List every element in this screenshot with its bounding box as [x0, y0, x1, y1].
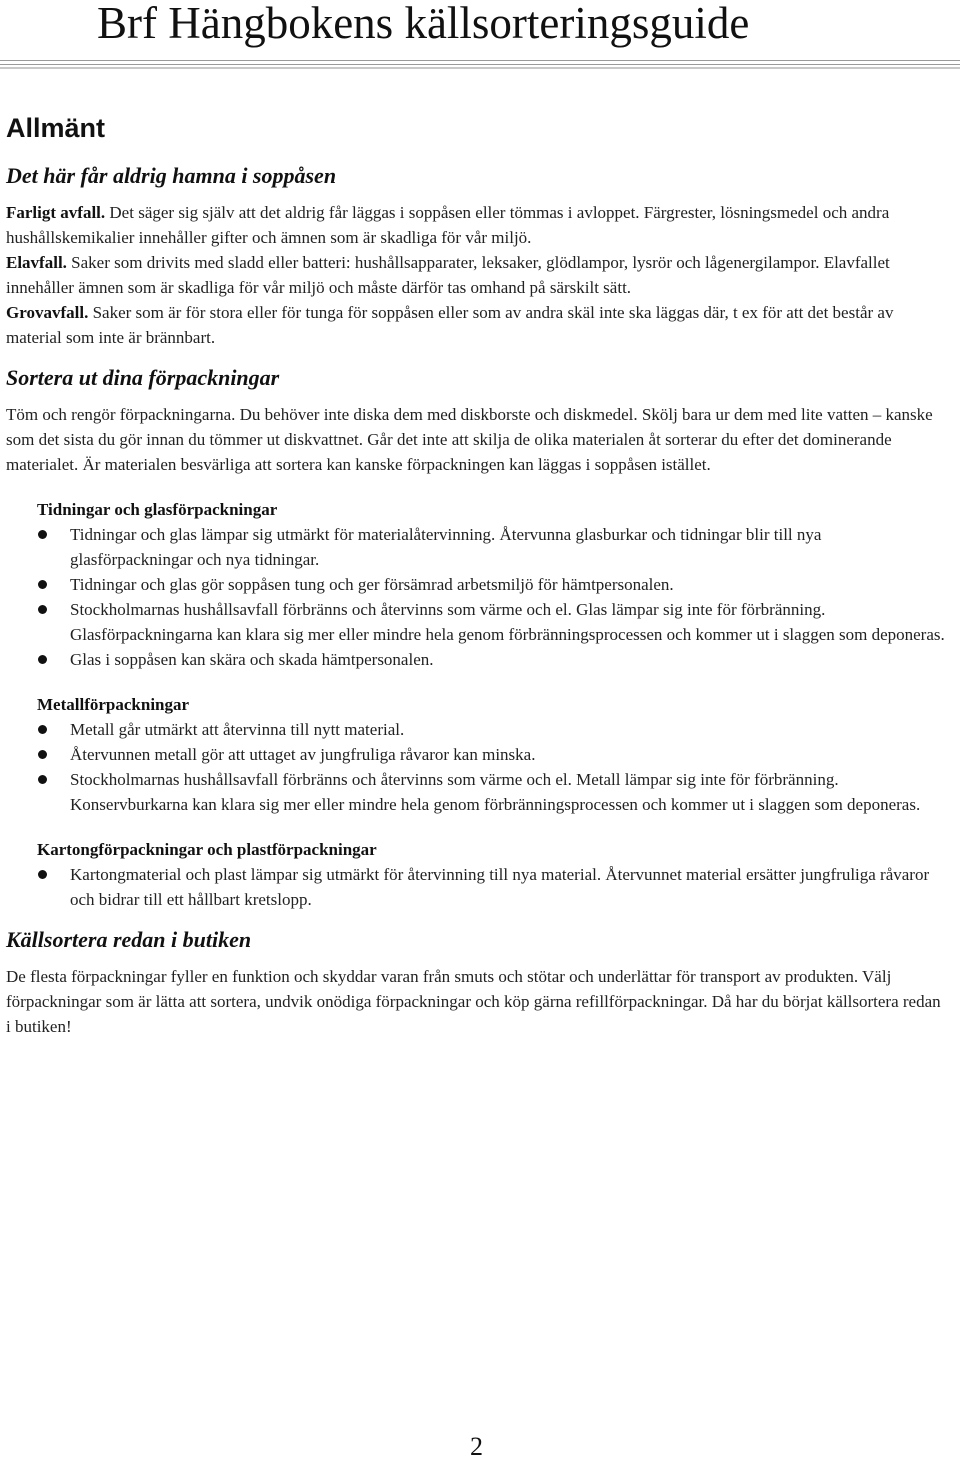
- text-bulky-waste: Saker som är för stora eller för tunga för soppåsen eller som av andra skäl inte ska läggas där, t ex för att det består av material som inte är brännbart.: [6, 303, 894, 347]
- paragraph-hazardous-waste: [6, 200, 946, 250]
- section-heading-sort-packaging: Sortera ut dina förpackningar: [6, 365, 280, 390]
- paragraph-electrical-waste: [6, 250, 946, 300]
- paragraph-bulky-waste: [6, 300, 946, 350]
- bullet-icon: [38, 655, 47, 664]
- text-electrical-waste: Saker som drivits med sladd eller batteri: hushållsapparater, leksaker, glödlampor, lysrör och lågenergilampor. Elavfallet innehåller ämnen som är skadliga för vår miljö och måste därför tas omhand på särskilt sätt.: [6, 253, 890, 297]
- bullet-icon: [38, 750, 47, 759]
- document-body: [6, 108, 946, 1039]
- list-item: [6, 597, 946, 647]
- list-carton-plastic: [6, 862, 946, 912]
- section-heading-general: Allmänt: [6, 113, 106, 143]
- group-title-metal: Metallförpackningar: [37, 695, 190, 714]
- group-title-carton-plastic: Kartongförpackningar och plastförpackningar: [37, 840, 377, 859]
- bullet-icon: [38, 870, 47, 879]
- group-title-newspapers-glass: Tidningar och glasförpackningar: [37, 500, 278, 519]
- paragraph-sort-in-store: De flesta förpackningar fyller en funktion och skyddar varan från smuts och stötar och underlättar för transport av produkten. Välj förpackningar som är lätta att sortera, undvik onödiga förpackningar och köp gärna refillförpackningar. Då har du börjat källsortera redan i butiken!: [6, 967, 941, 1036]
- text-hazardous-waste: Det säger sig själv att det aldrig får läggas i soppåsen eller tömmas i avloppet. Färgrester, lösningsmedel och andra hushållskemikalier innehåller gifter och ämnen som är skadliga för vår miljö.: [6, 203, 890, 247]
- bullet-icon: [38, 605, 47, 614]
- title-rule-secondary: [0, 67, 960, 69]
- bullet-icon: [38, 580, 47, 589]
- list-item-text: Stockholmarnas hushållsavfall förbränns och återvinns som värme och el. Metall lämpar sig inte för förbränning. Konservburkarna kan klara sig mer eller mindre hela genom förbränningsprocessen och kommer ut i slaggen som deponeras.: [70, 770, 921, 814]
- title-rule: [0, 60, 960, 65]
- page-number: 2: [470, 1432, 483, 1461]
- list-item: [6, 522, 946, 572]
- list-newspapers-glass: [6, 522, 946, 672]
- list-item: [6, 767, 946, 817]
- list-item: [6, 862, 946, 912]
- section-heading-sort-in-store: Källsortera redan i butiken: [6, 927, 252, 952]
- list-item: [6, 572, 946, 597]
- list-item-text: Metall går utmärkt att återvinna till nytt material.: [70, 720, 405, 739]
- list-item-text: Kartongmaterial och plast lämpar sig utmärkt för återvinning till nya material. Återvunnet material ersätter jungfruliga råvaror och bidrar till ett hållbart kretslopp.: [70, 865, 930, 909]
- list-item-text: Tidningar och glas lämpar sig utmärkt för materialåtervinning. Återvunna glasburkar och tidningar blir till nya glasförpackningar och nya tidningar.: [70, 525, 822, 569]
- term-electrical-waste: Elavfall.: [6, 253, 67, 272]
- list-item-text: Stockholmarnas hushållsavfall förbränns och återvinns som värme och el. Glas lämpar sig inte för förbränning. Glasförpackningarna kan klara sig mer eller mindre hela genom förbränningsprocessen och kommer ut i slaggen som deponeras.: [70, 600, 945, 644]
- list-item-text: Återvunnen metall gör att uttaget av jungfruliga råvaror kan minska.: [70, 745, 536, 764]
- term-bulky-waste: Grovavfall.: [6, 303, 89, 322]
- list-metal: [6, 717, 946, 817]
- list-item-text: Glas i soppåsen kan skära och skada hämtpersonalen.: [70, 650, 434, 669]
- list-item: [6, 647, 946, 672]
- document-title: Brf Hängbokens källsorteringsguide: [97, 0, 750, 48]
- subheading-never-in-bag: Det här får aldrig hamna i soppåsen: [6, 163, 337, 188]
- list-item-text: Tidningar och glas gör soppåsen tung och ger försämrad arbetsmiljö för hämtpersonalen.: [70, 575, 674, 594]
- list-item: [6, 742, 946, 767]
- bullet-icon: [38, 530, 47, 539]
- paragraph-packaging-intro: Töm och rengör förpackningarna. Du behöver inte diska dem med diskborste och diskmedel. Skölj bara ur dem med lite vatten – kanske som det sista du gör innan du tömmer ut diskvattnet. Går det inte att skilja de olika materialen åt sorterar du efter det dominerande materialet. Är materialen besvärliga att sortera kan kanske förpackningen kan läggas i soppåsen istället.: [6, 405, 933, 474]
- bullet-icon: [38, 775, 47, 784]
- term-hazardous-waste: Farligt avfall.: [6, 203, 106, 222]
- list-item: [6, 717, 946, 742]
- bullet-icon: [38, 725, 47, 734]
